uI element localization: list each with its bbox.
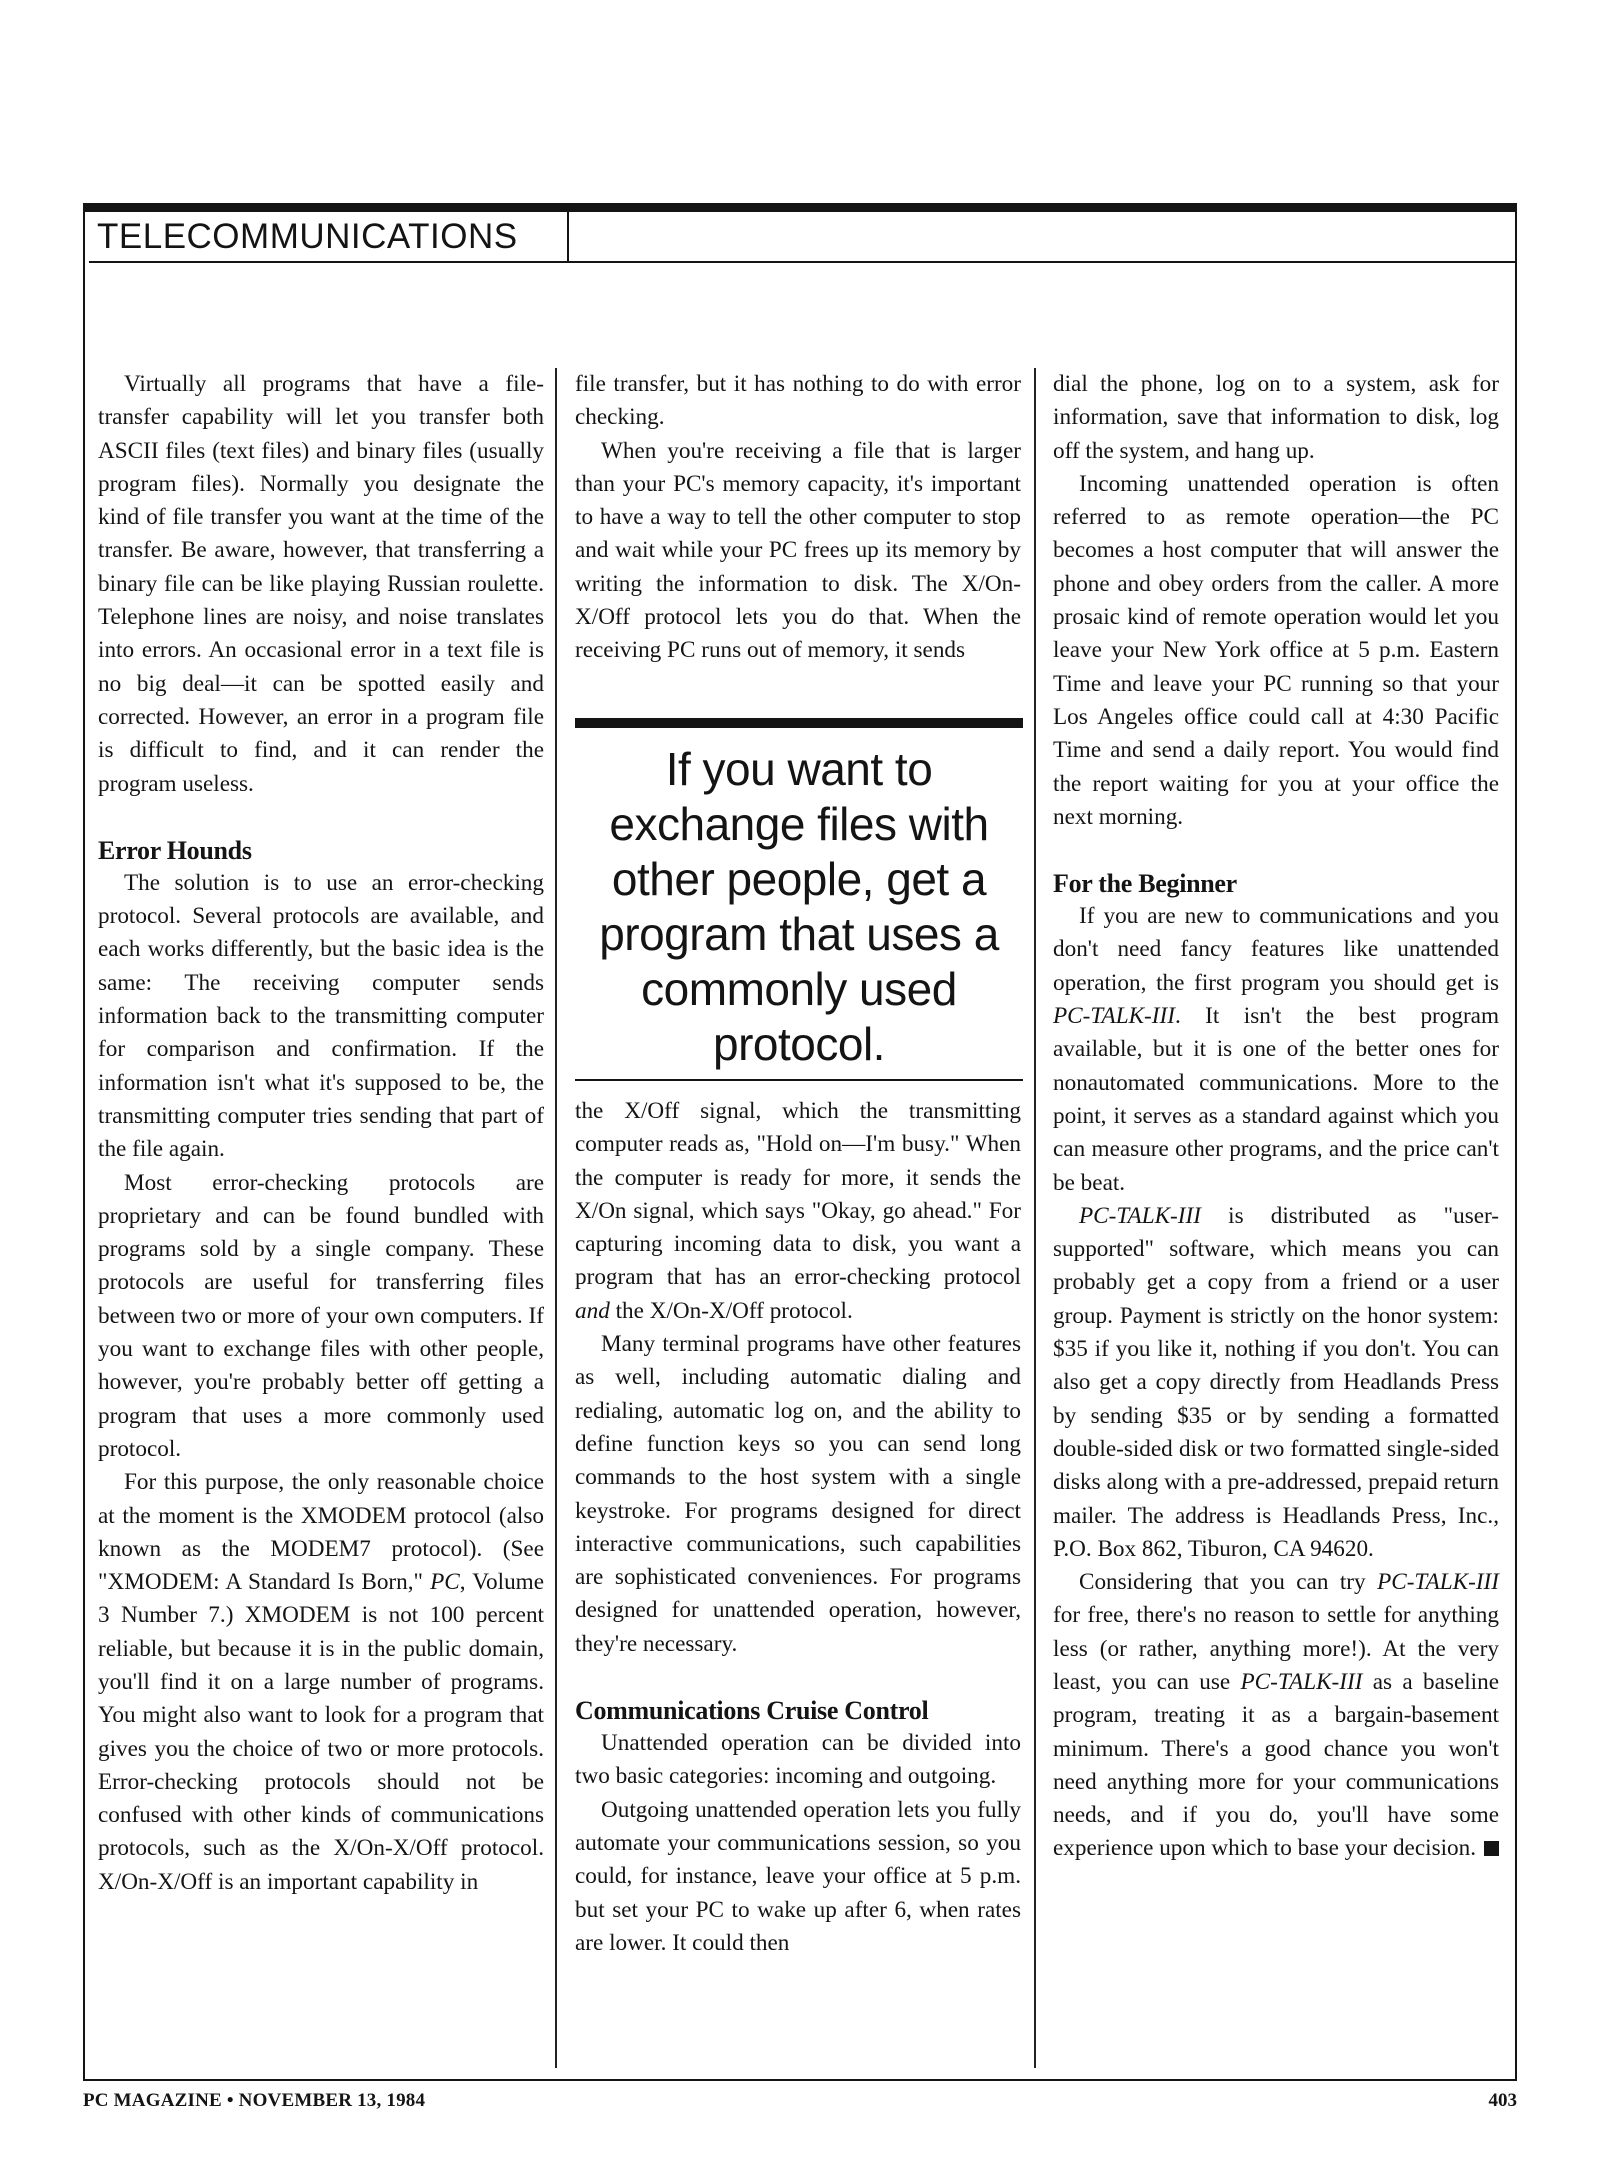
paragraph: file transfer, but it has nothing to do with error checking. [575,371,1021,431]
paragraph [1053,900,1499,1200]
subheading-error-hounds: Error Hounds [98,835,252,865]
text-run: . It isn't the best program available, but it is one of the better ones for nonautomated communications. More to the point, it serves as a standard against which you can measure other programs, and the price can't be beat. [1053,1003,1499,1196]
column-1 [98,368,544,1899]
paragraph: The solution is to use an error-checking protocol. Several protocols are available, and each works differently, but the basic idea is the same: The receiving computer sends information back to the transmitting computer for comparison and confirmation. If the information isn't what it's supposed to be, the transmitting computer tries sending that part of the file again. [98,869,544,1163]
subheading-cruise-control: Communications Cruise Control [575,1696,929,1726]
italic-run: PC-TALK-III [1240,1668,1363,1695]
italic-run: and [575,1297,610,1324]
paragraph [1053,1200,1499,1566]
paragraph: Most error-checking protocols are proprietary and can be found bundled with programs sold by a single company. These protocols are useful for transferring files between two or more of your own computers. If you want to exchange files with other people, however, you're probably better off getting a program that uses a more commonly used protocol. [98,1169,544,1462]
italic-run: PC-TALK-III [1377,1569,1499,1596]
text-run: as a baseline program, treating it as a bargain-basement minimum. There's a good chance you won't need anything more for your communications needs, and if you do, you'll have some experience upon which to base your decision. [1053,1668,1500,1862]
header-rule [89,261,1517,263]
text-run: for free, there's no reason to settle for anything less (or rather, anything more!). At the very least, you can use [1053,1602,1499,1695]
italic-run: PC [430,1569,460,1596]
end-of-article-mark-icon [1484,1841,1499,1856]
text-run: is distributed as "user-supported" software, which means you can probably get a copy from a friend or a user group. Payment is strictly on the honor system: $35 if you like it, nothing if you don't. You can also get a copy directly from Headlands Press by sending $35 or by sending a formatted double-sided disk or two formatted single-sided disks along with a pre-addressed, prepaid return mailer. The address is Headlands Press, Inc., P.O. Box 862, Tiburon, CA 94620. [1053,1202,1499,1562]
column-3 [1053,368,1499,1866]
text-run: Considering that you can try [1079,1569,1378,1596]
column-divider [555,368,557,2068]
paragraph: Many terminal programs have other features as well, including automatic dialing and redialing, automatic log on, and the ability to define function keys so you can send long commands to the host system with a single keystroke. For programs designed for direct interactive communications, such capabilities are sophisticated conveniences. For programs designed for unattended operation, however, they're necessary. [575,1331,1021,1657]
header-bar [83,203,1517,212]
italic-run: PC-TALK-III [1079,1202,1201,1229]
text-run: the X/Off signal, which the transmitting computer reads as, "Hold on—I'm busy." When the computer is ready for more, it sends the X/On signal, which says "Okay, go ahead." For capturing incoming data to disk, you want a program that has an error-checking protocol [575,1098,1021,1291]
section-title: TELECOMMUNICATIONS [89,212,569,262]
text-run: If you are new to communications and you don't need fancy features like unattended operation, the first program you should get is [1053,903,1499,996]
subheading-for-the-beginner: For the Beginner [1053,869,1237,899]
paragraph [98,1466,544,1899]
pull-quote: If you want to exchange files with other people, get a program that uses a commonly used protocol. [575,718,1023,1081]
paragraph [1053,1566,1499,1866]
paragraph: Incoming unattended operation is often referred to as remote operation—the PC becomes a host computer that will answer the phone and obey orders from the caller. A more prosaic kind of remote operation would let you leave your New York office at 5 p.m. Eastern Time and leave your PC running so that your Los Angeles office could call at 4:30 Pacific Time and send a daily report. You would find the report waiting for you at your office the next morning. [1053,470,1499,830]
paragraph: dial the phone, log on to a system, ask for information, save that information to disk, log off the system, and hang up. [1053,371,1499,464]
paragraph [575,1095,1021,1328]
paragraph: When you're receiving a file that is larger than your PC's memory capacity, it's important to have a way to tell the other computer to stop and wait while your PC frees up its memory by writing the information to disk. The X/On-X/Off protocol lets you do that. When the receiving PC runs out of memory, it sends [575,437,1021,664]
text-run: the X/On-X/Off protocol. [609,1297,853,1324]
footer-page-number: 403 [1488,2090,1517,2111]
column-divider [1034,368,1036,2068]
column-2 [575,368,1021,668]
text-run: , Volume 3 Number 7.) XMODEM is not 100 percent reliable, but because it is in the public domain, you'll find it on a large number of programs. You might also want to look for a program that gives you the choice of two or more protocols. Error-checking protocols should not be confused with other kinds of communications protocols, such as the X/On-X/Off protocol. X/On-X/Off is an important capability in [98,1569,544,1895]
paragraph: Virtually all programs that have a file-transfer capability will let you transfer both ASCII files (text files) and binary files (usually program files). Normally you designate the kind of file transfer you want at the time of the transfer. Be aware, however, that transferring a binary file can be like playing Russian roulette. Telephone lines are noisy, and noise translates into errors. An occasional error in a text file is no big deal—it can be spotted easily and corrected. However, an error in a program file is difficult to find, and it can render the program useless. [98,371,544,797]
footer-publication: PC MAGAZINE • NOVEMBER 13, 1984 [83,2090,426,2111]
paragraph: Unattended operation can be divided into two basic categories: incoming and outgoing. [575,1730,1021,1790]
paragraph: Outgoing unattended operation lets you fully automate your communications session, so you could, for instance, leave your office at 5 p.m. but set your PC to wake up after 6, when rates are lower. It could then [575,1796,1021,1956]
column-2-continued [575,1095,1021,1960]
italic-run: PC-TALK-III [1053,1003,1175,1030]
text-run: For this purpose, the only reasonable choice at the moment is the XMODEM protocol (also known as the MODEM7 protocol). (See "XMODEM: A Standard Is Born," [98,1469,544,1596]
